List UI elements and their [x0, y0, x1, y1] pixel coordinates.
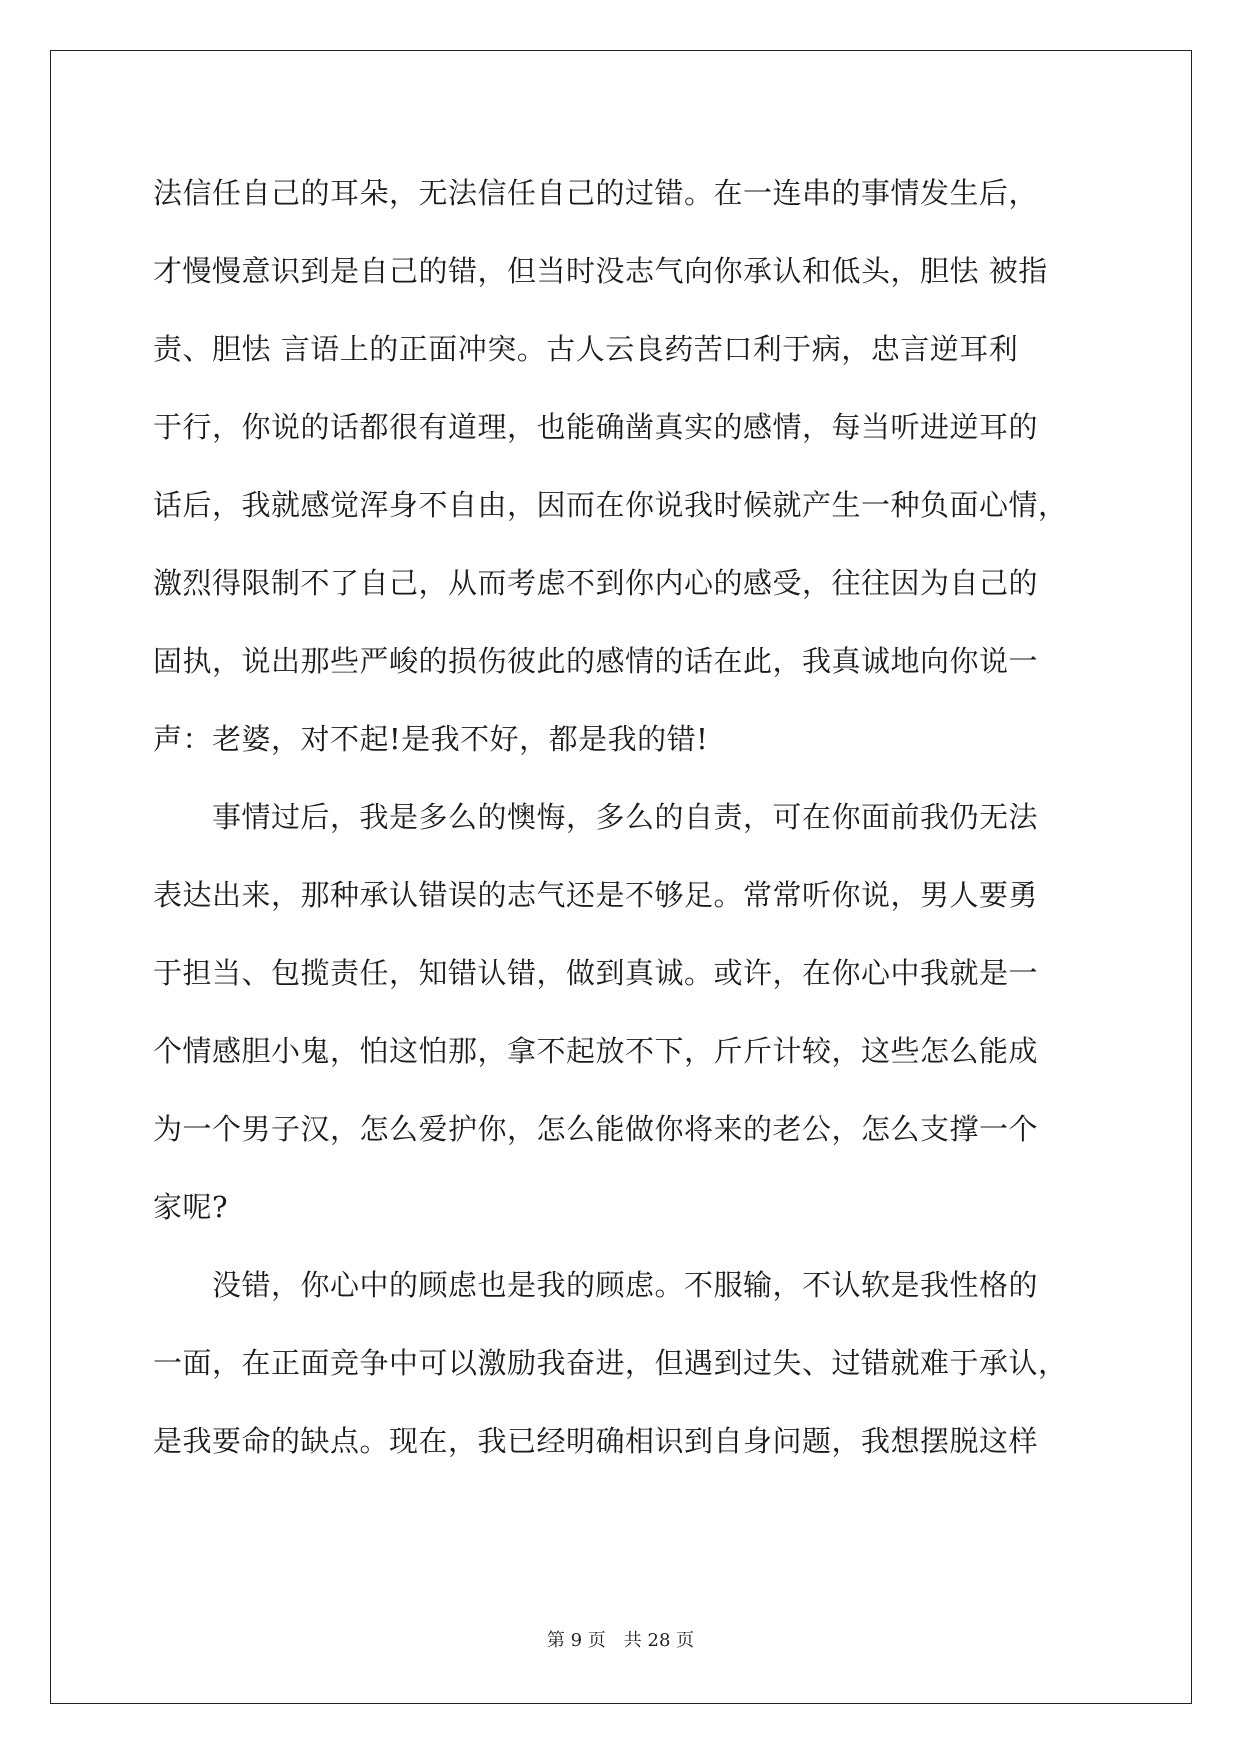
text-line: 为一个男子汉，怎么爱护你，怎么能做你将来的老公，怎么支撑一个: [153, 1112, 1039, 1146]
text-line: 家呢?: [153, 1190, 229, 1224]
text-line: 激烈得限制不了自己，从而考虑不到你内心的感受，往往因为自己的: [153, 566, 1039, 600]
text-line: 一面，在正面竞争中可以激励我奋进，但遇到过失、过错就难于承认，: [153, 1346, 1068, 1380]
page-number-label: 第 9 页 共 28 页: [546, 1630, 695, 1651]
page-footer: [0, 1626, 1241, 1652]
text-line: 话后，我就感觉浑身不自由，因而在你说我时候就产生一种负面心情，: [153, 488, 1068, 522]
text-line: 固执，说出那些严峻的损伤彼此的感情的话在此，我真诚地向你说一: [153, 644, 1039, 678]
text-line: 于担当、包揽责任，知错认错，做到真诚。或许，在你心中我就是一: [153, 956, 1039, 990]
text-line: 没错，你心中的顾虑也是我的顾虑。不服输，不认软是我性格的: [153, 1268, 1039, 1302]
text-line: 声：老婆，对不起!是我不好，都是我的错!: [153, 722, 709, 756]
text-line: 才慢慢意识到是自己的错，但当时没志气向你承认和低头，胆怯 被指: [153, 254, 1048, 288]
text-line: 是我要命的缺点。现在，我已经明确相识到自身问题，我想摆脱这样: [153, 1424, 1039, 1458]
text-line: 个情感胆小鬼，怕这怕那，拿不起放不下，斤斤计较，这些怎么能成: [153, 1034, 1039, 1068]
text-line: 表达出来，那种承认错误的志气还是不够足。常常听你说，男人要勇: [153, 878, 1039, 912]
text-line: 事情过后，我是多么的懊悔，多么的自责，可在你面前我仍无法: [153, 800, 1039, 834]
text-line: 法信任自己的耳朵，无法信任自己的过错。在一连串的事情发生后，: [153, 176, 1039, 210]
text-line: 责、胆怯 言语上的正面冲突。古人云良药苦口利于病，忠言逆耳利: [153, 332, 1019, 366]
text-line: 于行，你说的话都很有道理，也能确凿真实的感情，每当听进逆耳的: [153, 410, 1039, 444]
